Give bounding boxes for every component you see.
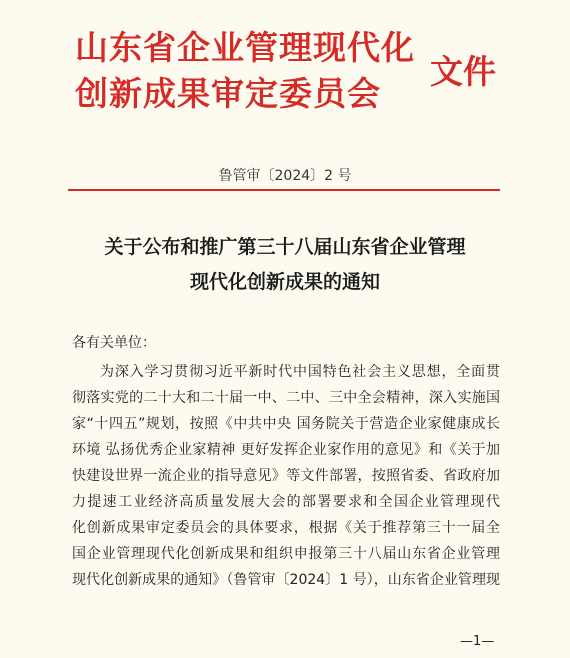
- document-type-label: 文件: [430, 52, 496, 91]
- body-line: 家“十四五”规划，按照《中共中央 国务院关于营造企业家健康成长: [72, 416, 500, 432]
- body-line: 力提速工业经济高质量发展大会的部署要求和全国企业管理现代: [72, 494, 500, 510]
- body-line: 为深入学习贯彻习近平新时代中国特色社会主义思想，全面贯: [100, 364, 500, 380]
- red-divider: [68, 189, 500, 191]
- body-line: 环境 弘扬优秀企业家精神 更好发挥企业家作用的意见》和《关于加: [72, 442, 500, 458]
- page-number: —1—: [460, 634, 495, 649]
- body-line: 国企业管理现代化创新成果和组织申报第三十八届山东省企业管理: [72, 546, 500, 562]
- issuer-name-line-1: 山东省企业管理现代化: [75, 28, 415, 67]
- document-title-line-2: 现代化创新成果的通知: [189, 271, 380, 293]
- document-title-line-1: 关于公布和推广第三十八届山东省企业管理: [104, 236, 466, 258]
- body-line: 快建设世界一流企业的指导意见》等文件部署，按照省委、省政府加: [72, 468, 500, 484]
- body-line: 彻落实党的二十大和二十届一中、二中、三中全会精神，深入实施国: [72, 390, 500, 406]
- body-line: 现代化创新成果的通知》（鲁管审〔2024〕1 号），山东省企业管理现: [72, 572, 500, 588]
- salutation: 各有关单位：: [72, 335, 156, 351]
- document-number: 鲁管审〔2024〕2 号: [218, 168, 352, 184]
- body-line: 化创新成果审定委员会的具体要求，根据《关于推荐第三十一届全: [72, 520, 500, 536]
- issuer-name-line-2: 创新成果审定委员会: [75, 74, 381, 113]
- document-header: [75, 22, 505, 122]
